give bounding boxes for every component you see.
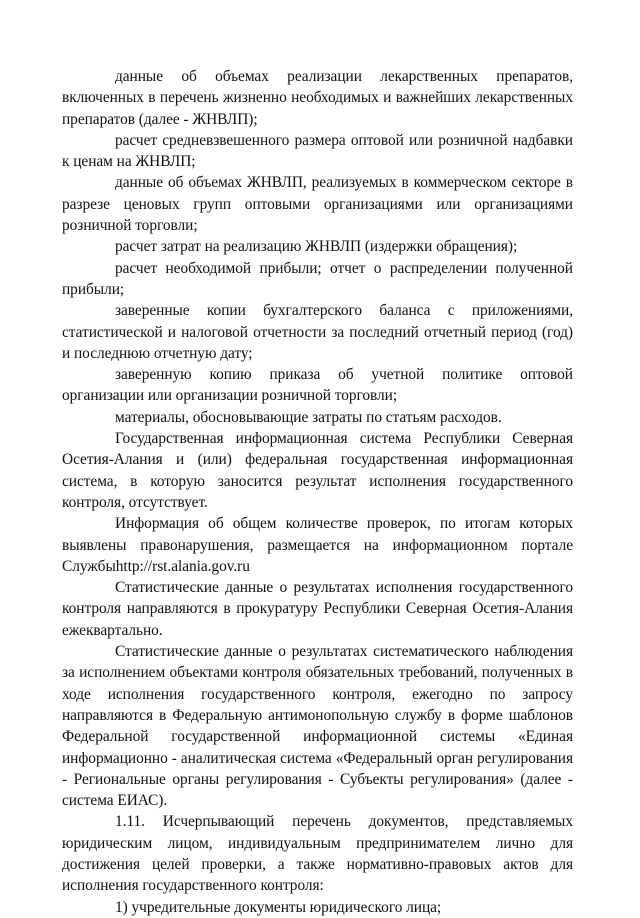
paragraph-expense-materials: материалы, обосновывающие затраты по статьям расходов. xyxy=(115,408,502,426)
paragraph-znvlp-sales-data: данные об объемах реализации лекарственных препаратов, включенных в перечень жизненно необходимых и важнейших лекарственных препаратов (далее - ЖНВЛП); xyxy=(62,68,573,128)
paragraph-prosecutor-statistics: Статистические данные о результатах исполнения государственного контроля направляются в прокуратуру Республики Северная Осетия-Алания ежеквартально. xyxy=(62,579,573,639)
paragraph-commercial-sector-data: данные об объемах ЖНВЛП, реализуемых в коммерческом секторе в разрезе ценовых групп оптовыми организациями или организациями розничной торговли; xyxy=(62,174,573,235)
paragraph-accounting-policy-order: заверенную копию приказа об учетной политике оптовой организации или организации розничной торговли; xyxy=(62,366,573,405)
paragraph-information-system: Государственная информационная система Республики Северная Осетия-Алания и (или) федеральная государственная информационная система, в которую заносится результат исполнения государственного контроля, отсутствует. xyxy=(62,430,573,511)
paragraph-inspections-info: Информация об общем количестве проверок, по итогам которых выявлены правонарушения, размещается на информационном портале Службыhttp://rst.alania.gov.ru xyxy=(62,515,573,575)
paragraph-markup-calculation: расчет средневзвешенного размера оптовой или розничной надбавки к ценам на ЖНВЛП; xyxy=(62,131,573,171)
paragraph-list-item-1: 1) учредительные документы юридического лица; xyxy=(115,898,442,916)
paragraph-circulation-costs: расчет затрат на реализацию ЖНВЛП (издержки обращения); xyxy=(115,238,518,256)
paragraph-section-1-11: 1.11. Исчерпывающий перечень документов, представляемых юридическим лицом, индивидуальным предпринимателем лично для достижения целей проверки, а также нормативно-правовых актов для исполнения государственного контроля: xyxy=(62,813,573,895)
paragraph-profit-calculation: расчет необходимой прибыли; отчет о распределении полученной прибыли; xyxy=(62,259,573,298)
paragraph-balance-copies: заверенные копии бухгалтерского баланса с приложениями, статистической и налоговой отчетности за последний отчетный период (год) и последнюю отчетную дату; xyxy=(62,302,573,362)
paragraph-fas-statistics: Статистические данные о результатах систематического наблюдения за исполнением объектами контроля обязательных требований, полученных в ходе исполнения государственного контроля, ежегодно по запросу направляются в Федеральную антимонопольную службу в форме шаблонов Федеральной государственной информационной системы «Единая информационно - аналитическая система «Федеральный орган регулирования - Региональные органы регулирования - Субъекты регулирования» (далее - система ЕИАС). xyxy=(62,643,573,810)
document-page xyxy=(62,66,573,918)
